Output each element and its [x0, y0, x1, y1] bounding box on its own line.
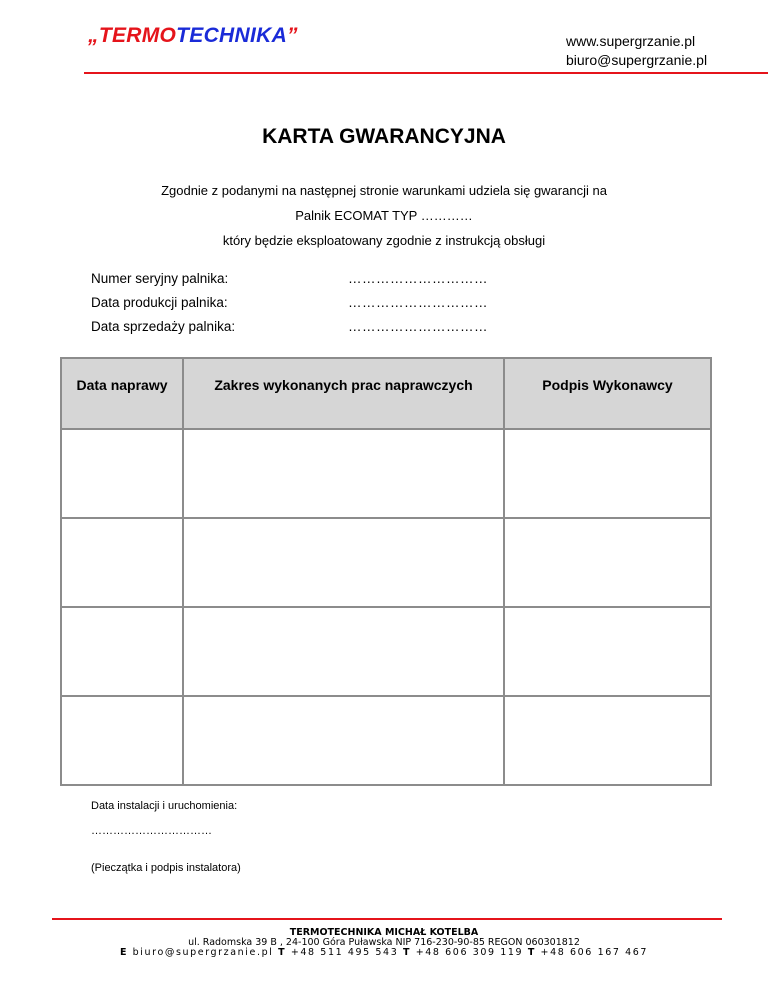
intro-line-3: który będzie eksploatowany zgodnie z instrukcją obsługi [222, 233, 546, 248]
footer-phone-2: +48 606 309 119 [415, 947, 524, 958]
production-date-label: Data produkcji palnika: [91, 295, 228, 310]
table-row [61, 429, 711, 518]
logo-part-termo: TERMO [98, 24, 177, 47]
repair-date-cell[interactable] [61, 607, 183, 696]
signature-cell[interactable] [504, 518, 711, 607]
repairs-table [60, 357, 712, 786]
column-header-repair-scope: Zakres wykonanych prac naprawczych [183, 358, 504, 429]
production-date-value: ………………………… [348, 295, 488, 310]
signature-cell[interactable] [504, 607, 711, 696]
header-contact [566, 32, 707, 70]
column-header-contractor-signature: Podpis Wykonawcy [504, 358, 711, 429]
repair-date-cell[interactable] [61, 429, 183, 518]
installation-date-value: …………………………… [91, 825, 212, 837]
company-logo: „TERMOTECHNIKA” [88, 24, 298, 47]
installer-stamp-note: (Pieczątka i podpis instalatora) [91, 862, 241, 874]
table-row [61, 696, 711, 785]
footer-contact: E biuro@supergrzanie.pl T +48 511 495 543 T +48 606 309 119 T +48 606 167 467 [119, 947, 649, 958]
sale-date-value: ………………………… [348, 319, 488, 334]
sale-date-label: Data sprzedaży palnika: [91, 319, 236, 334]
serial-number-value: ………………………… [348, 271, 488, 286]
website-link[interactable]: www.supergrzanie.pl [566, 33, 696, 49]
table-row [61, 607, 711, 696]
repair-scope-cell[interactable] [183, 607, 504, 696]
footer-phone-3: +48 606 167 467 [540, 947, 649, 958]
repair-scope-cell[interactable] [183, 518, 504, 607]
repair-scope-cell[interactable] [183, 696, 504, 785]
footer-address: ul. Radomska 39 B , 24-100 Góra Puławska NIP 716-230-90-85 REGON 060301812 [188, 937, 580, 948]
repair-date-cell[interactable] [61, 518, 183, 607]
page-title: KARTA GWARANCYJNA [262, 125, 506, 148]
intro-line-2: Palnik ECOMAT TYP ………… [295, 208, 473, 223]
header-divider [84, 72, 768, 74]
serial-number-label: Numer seryjny palnika: [91, 271, 229, 286]
footer-phone-1: +48 511 495 543 [290, 947, 399, 958]
intro-line-1: Zgodnie z podanymi na następnej stronie warunkami udziela się gwarancji na [161, 183, 607, 198]
table-row [61, 518, 711, 607]
installation-date-label: Data instalacji i uruchomienia: [91, 800, 238, 812]
repair-date-cell[interactable] [61, 696, 183, 785]
column-header-repair-date: Data naprawy [61, 358, 183, 429]
email-link[interactable]: biuro@supergrzanie.pl [566, 52, 708, 68]
repair-scope-cell[interactable] [183, 429, 504, 518]
table-header-row [61, 358, 711, 429]
signature-cell[interactable] [504, 696, 711, 785]
footer-email[interactable]: biuro@supergrzanie.pl [132, 947, 274, 958]
logo-part-technika: TECHNIKA [176, 24, 288, 47]
signature-cell[interactable] [504, 429, 711, 518]
footer-company: TERMOTECHNIKA MICHAŁ KOTELBA [289, 927, 479, 938]
footer-divider [52, 918, 722, 920]
